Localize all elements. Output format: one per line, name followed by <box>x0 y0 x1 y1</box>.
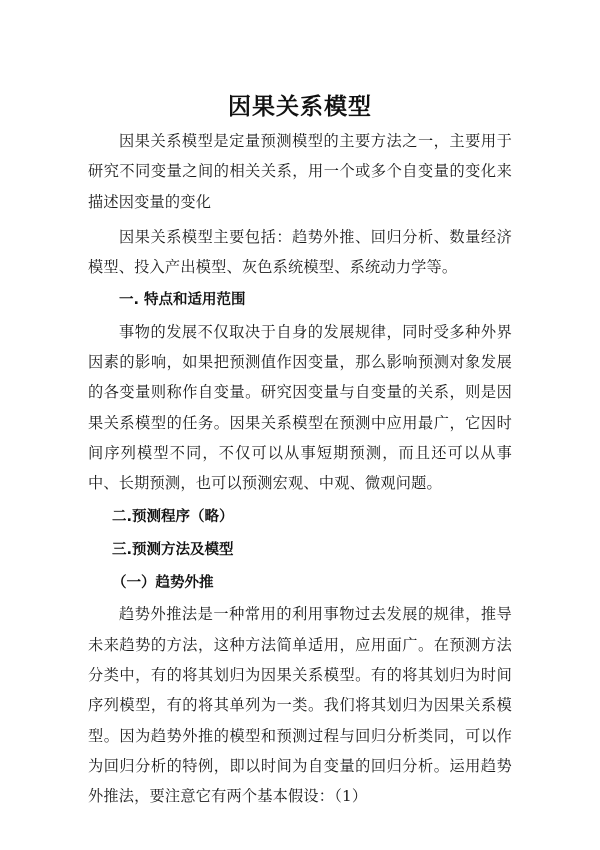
document-title: 因果关系模型 <box>228 94 372 120</box>
subsection-heading-trend: （一）趋势外推 <box>112 575 214 592</box>
section-heading-procedure: 二.预测程序（略） <box>112 508 234 525</box>
section-heading-methods: 三.预测方法及模型 <box>112 541 234 558</box>
paragraph-trend-extrapolation: 趋势外推法是一种常用的利用事物过去发展的规律，推导未来趋势的方法，这种方法简单适用，应用面广。在预测方法分类中，有的将其划归为因果关系模型。有的将其划归为时间序列模型，有的将其单列为一类。我们将其划归为因果关系模型。因为趋势外推的模型和预测过程与回归分析类同，可以作为回归分析的特例，即以时间为自变量的回归分析。运用趋势外推法，要注意它有两个基本假设：（1） <box>88 605 512 806</box>
paragraph-model-types: 因果关系模型主要包括：趋势外推、回归分析、数量经济模型、投入产出模型、灰色系统模型、系统动力学等。 <box>88 227 512 277</box>
paragraph-features: 事物的发展不仅取决于自身的发展规律，同时受多种外界因素的影响，如果把预测值作因变量，那么影响预测对象发展的各变量则称作自变量。研究因变量与自变量的关系，则是因果关系模型的任务。因果关系模型在预测中应用最广，它因时间序列模型不同，不仅可以从事短期预测，而且还可以从事中、长期预测，也可以预测宏观、中观、微观问题。 <box>88 322 512 493</box>
paragraph-intro: 因果关系模型是定量预测模型的主要方法之一，主要用于研究不同变量之间的相关关系，用一个或多个自变量的变化来描述因变量的变化 <box>88 132 512 211</box>
section-heading-features: 一. 特点和适用范围 <box>119 292 246 309</box>
